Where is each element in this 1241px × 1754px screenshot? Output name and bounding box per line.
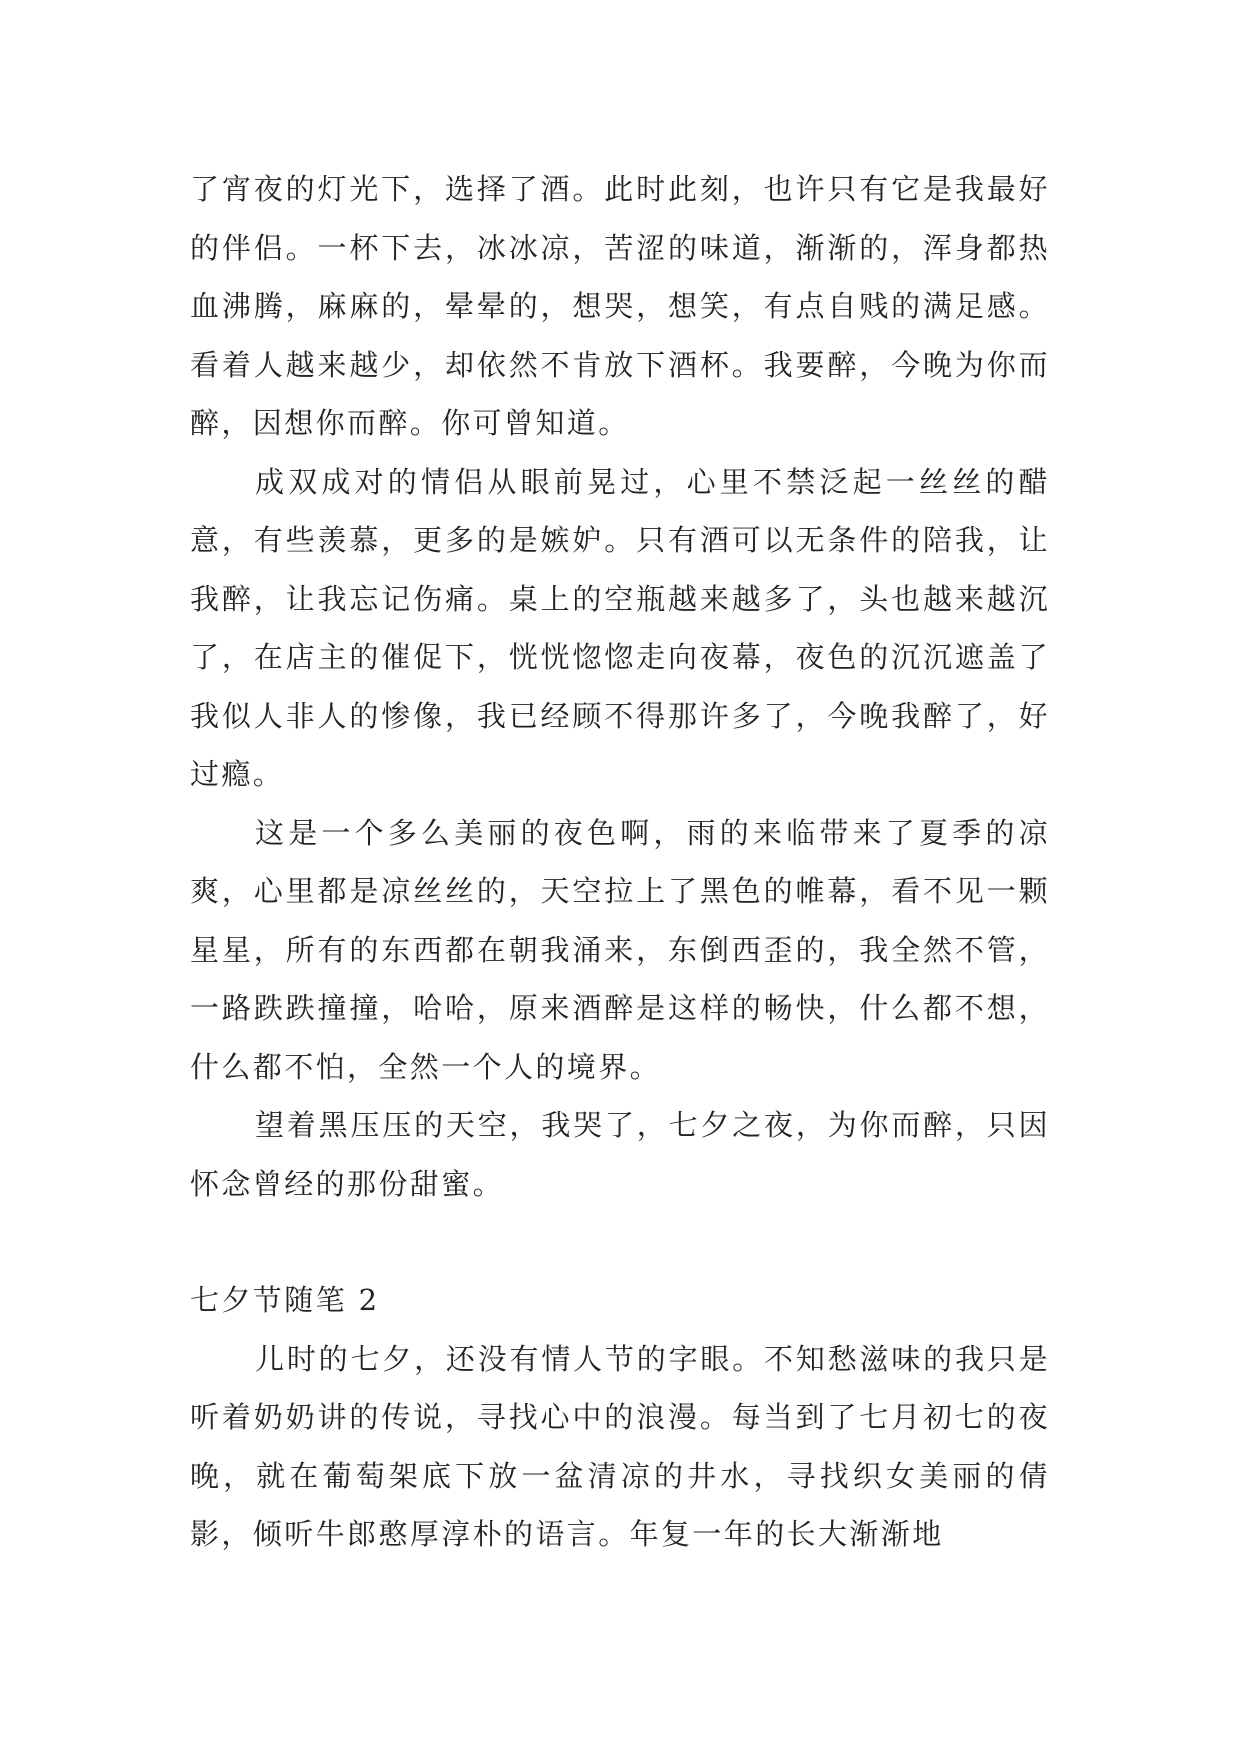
paragraph: 这是一个多么美丽的夜色啊，雨的来临带来了夏季的凉爽，心里都是凉丝丝的，天空拉上了黑色的帷幕，看不见一颗星星，所有的东西都在朝我涌来，东倒西歪的，我全然不管，一路跌跌撞撞，哈哈，原来酒醉是这样的畅快，什么都不想，什么都不怕，全然一个人的境界。: [190, 815, 1050, 1084]
paragraph: 了宵夜的灯光下，选择了酒。此时此刻，也许只有它是我最好的伴侣。一杯下去，冰冰凉，苦涩的味道，渐渐的，浑身都热血沸腾，麻麻的，晕晕的，想哭，想笑，有点自贱的满足感。看着人越来越少，却依然不肯放下酒杯。我要醉，今晚为你而醉，因想你而醉。你可曾知道。: [190, 172, 1050, 440]
paragraph: 成双成对的情侣从眼前晃过，心里不禁泛起一丝丝的醋意，有些羡慕，更多的是嫉妒。只有酒可以无条件的陪我，让我醉，让我忘记伤痛。桌上的空瓶越来越多了，头也越来越沉了，在店主的催促下，恍恍惚惚走向夜幕，夜色的沉沉遮盖了我似人非人的惨像，我已经顾不得那许多了，今晚我醉了，好过瘾。: [190, 464, 1050, 791]
paragraph: 儿时的七夕，还没有情人节的字眼。不知愁滋味的我只是听着奶奶讲的传说，寻找心中的浪漫。每当到了七月初七的夜晚，就在葡萄架底下放一盆清凉的井水，寻找织女美丽的倩影，倾听牛郎憨厚淳朴的语言。年复一年的长大渐渐地: [190, 1341, 1050, 1551]
section-spacer: [190, 1213, 1050, 1271]
paragraph: 望着黑压压的天空，我哭了，七夕之夜，为你而醉，只因怀念曾经的那份甜蜜。: [190, 1108, 1050, 1201]
document-body: [190, 160, 1050, 1564]
section-title: 七夕节随笔 2: [190, 1283, 380, 1317]
